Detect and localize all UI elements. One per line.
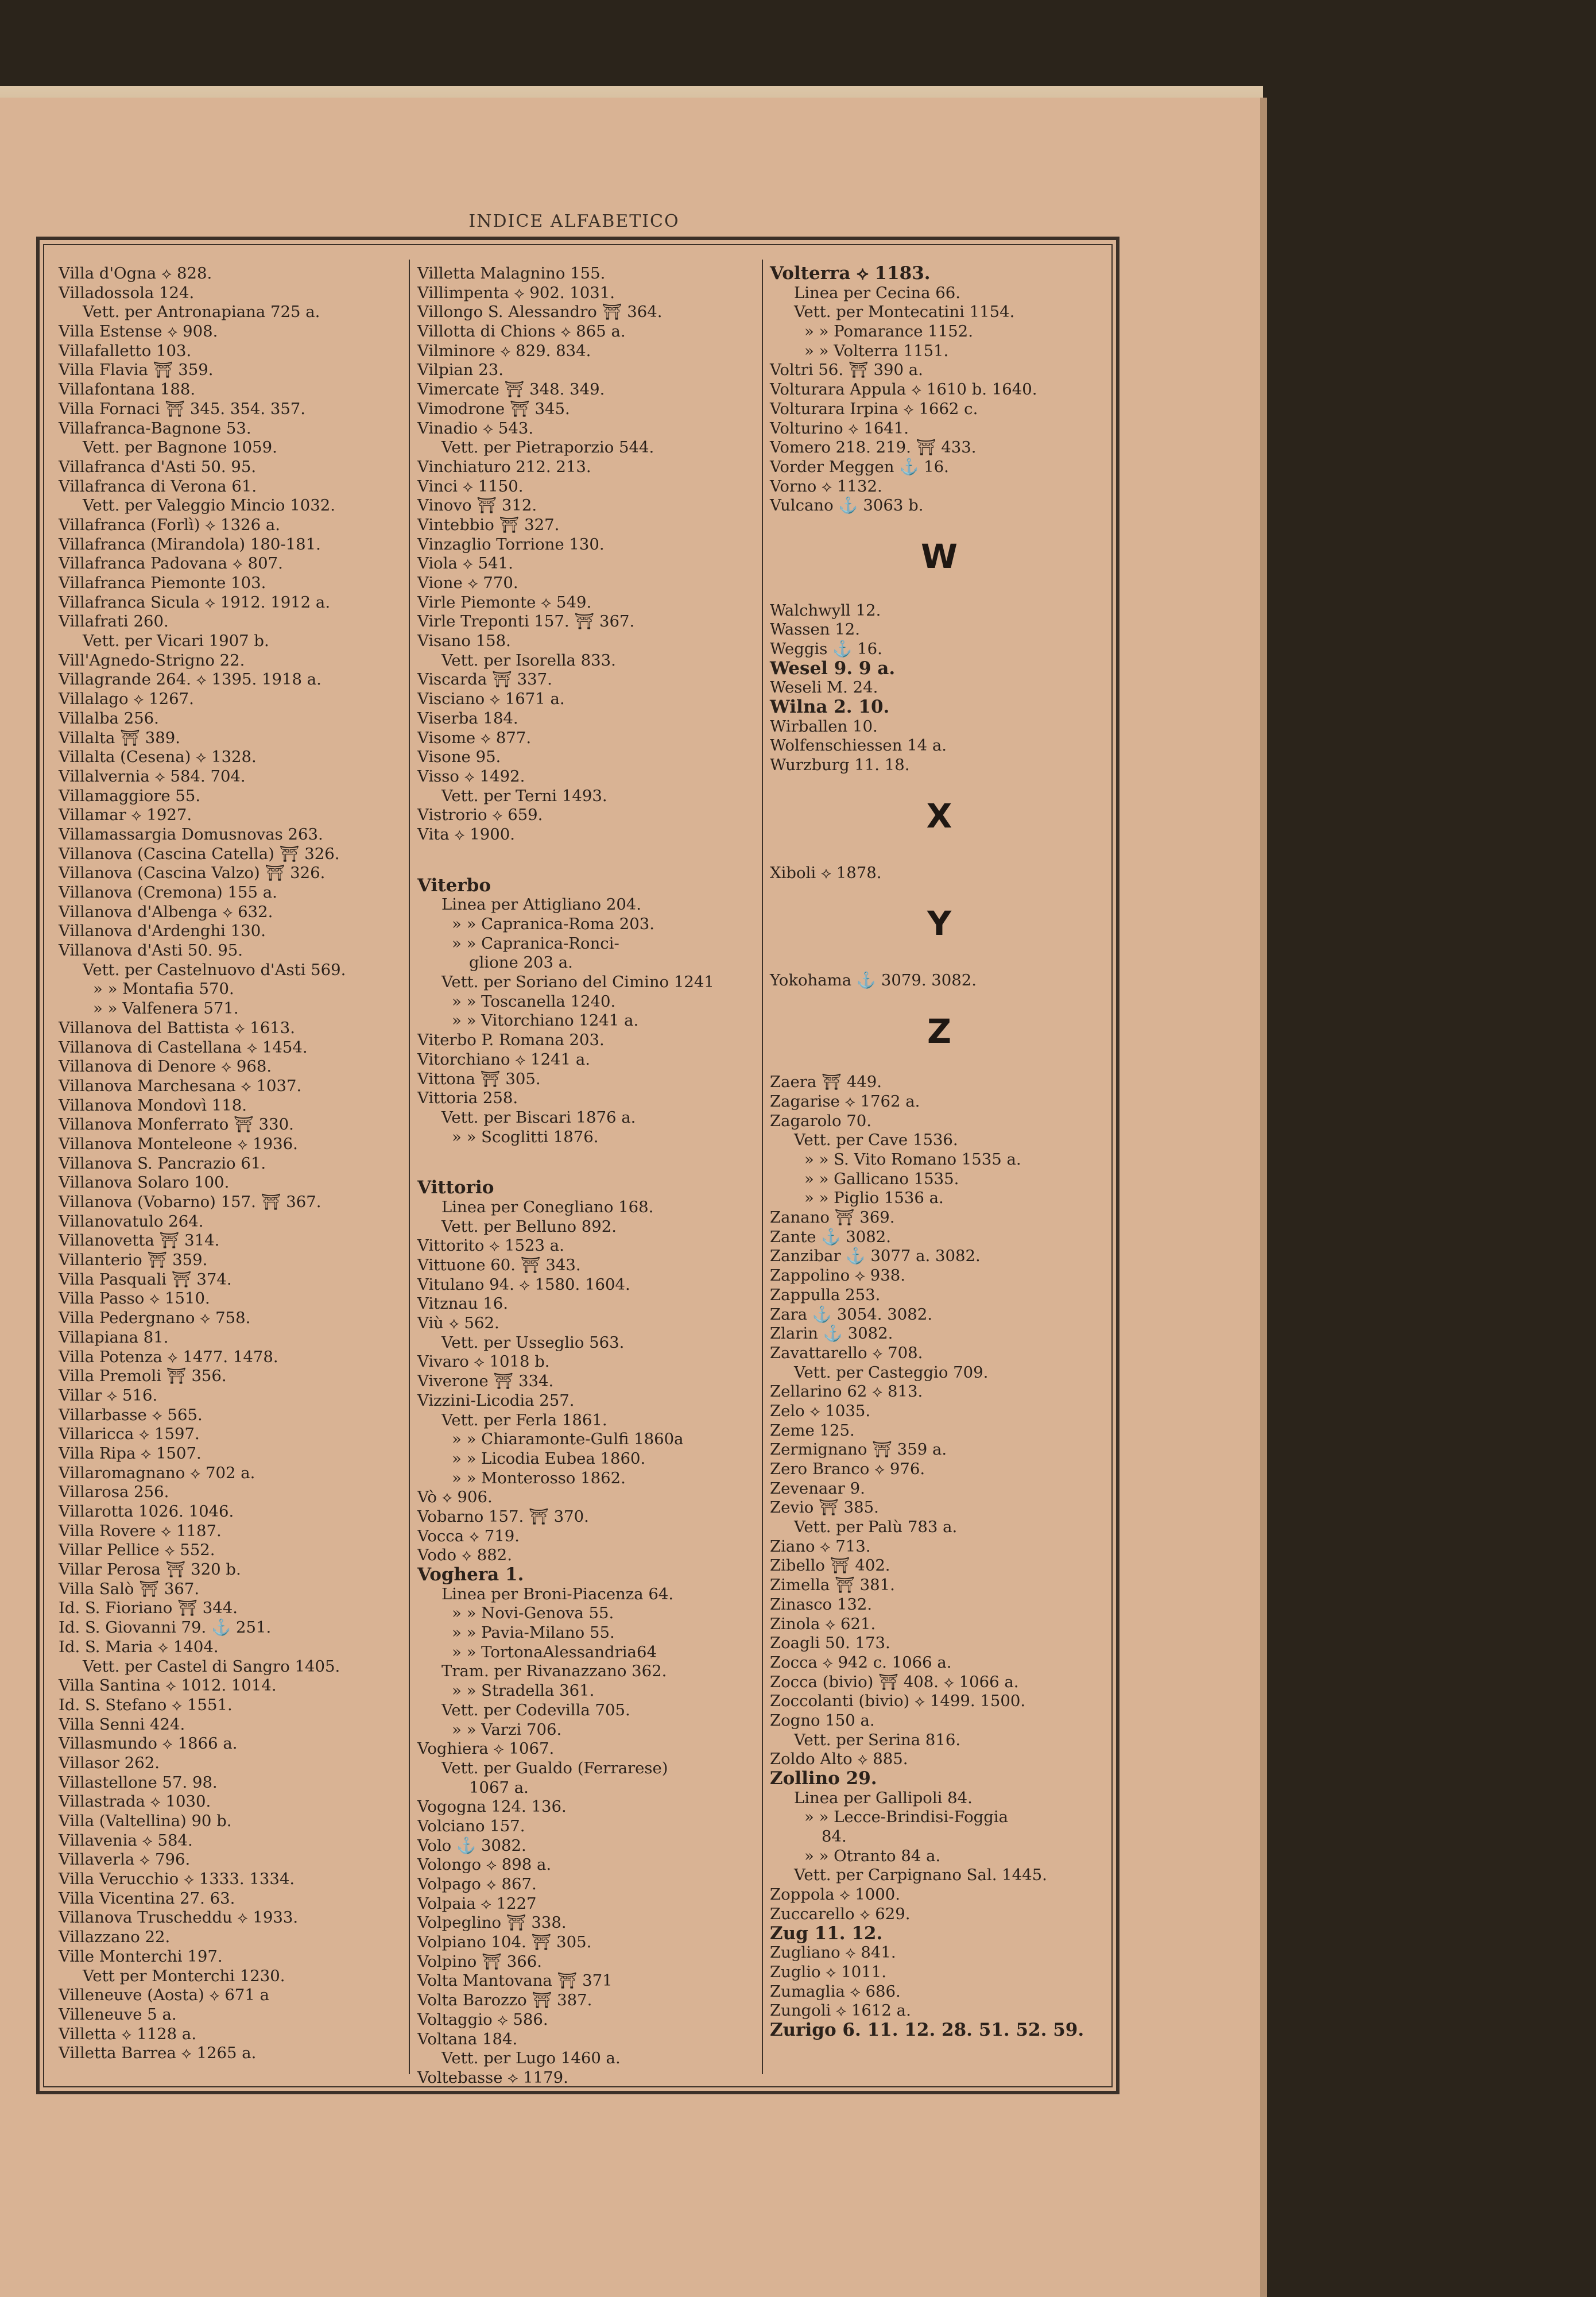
index-entry: Villimpenta ⟡ 902. 1031. [417,283,615,302]
index-entry: Volciano 157. [417,1816,525,1835]
index-entry: Villotta di Chions ⟡ 865 a. [417,322,626,341]
index-entry: Zeme 125. [770,1421,855,1440]
index-entry: Volongo ⟡ 898 a. [417,1855,552,1874]
index-column-1 [59,264,397,2063]
index-entry: Vett. per Carpignano Sal. 1445. [794,1866,1047,1885]
index-entry: » » Volterra 1151. [804,341,949,360]
index-entry: Virle Treponti 157. ⛩ 367. [417,612,635,631]
index-entry: Zavattarello ⟡ 708. [770,1343,923,1362]
index-entry: Volpeglino ⛩ 338. [417,1913,567,1932]
index-entry: Villasor 262. [59,1753,160,1772]
index-entry: Visome ⟡ 877. [417,728,532,747]
index-entry: Id. S. Maria ⟡ 1404. [59,1637,219,1656]
index-entry: Vivaro ⟡ 1018 b. [417,1352,550,1371]
index-entry: Vizzini-Licodia 257. [417,1391,575,1410]
index-entry: Villapiana 81. [59,1328,169,1347]
index-entry: Visciano ⟡ 1671 a. [417,690,565,709]
index-entry: Zugliano ⟡ 841. [770,1943,896,1962]
index-entry: Vett. per Palù 783 a. [794,1518,958,1537]
index-entry: Ziano ⟡ 713. [770,1537,871,1556]
index-entry: Villanova d'Albenga ⟡ 632. [59,902,273,921]
index-entry: Villalba 256. [59,709,159,728]
index-entry: Villanova (Cremona) 155 a. [59,883,277,902]
index-entry: Villamaggiore 55. [59,786,201,805]
index-entry: Villa Pedergnano ⟡ 758. [59,1309,251,1328]
index-entry: Villa Rovere ⟡ 1187. [59,1521,222,1540]
index-entry: Vilminore ⟡ 829. 834. [417,341,591,360]
index-entry: Vett per Monterchi 1230. [83,1966,285,1985]
index-entry: Volpaia ⟡ 1227 [417,1894,537,1913]
index-entry: » » Gallicano 1535. [804,1169,959,1188]
index-entry: » » Montafia 570. [93,980,234,999]
index-entry: Villafalletto 103. [59,341,192,360]
index-entry: Villa Salò ⛩ 367. [59,1579,200,1598]
index-entry: Vitorchiano ⟡ 1241 a. [417,1050,591,1069]
index-entry: Voltaggio ⟡ 586. [417,2010,548,2029]
index-entry: Zoccolanti (bivio) ⟡ 1499. 1500. [770,1692,1026,1711]
index-entry: Zoldo Alto ⟡ 885. [770,1750,908,1769]
page-header: INDICE ALFABETICO [468,211,680,231]
index-entry: Villaverla ⟡ 796. [59,1850,191,1869]
index-entry: Villalvernia ⟡ 584. 704. [59,767,246,786]
index-entry: Wolfenschiessen 14 a. [770,736,947,755]
index-entry: Villa Fornaci ⛩ 345. 354. 357. [59,399,306,418]
index-entry: Vett. per Terni 1493. [441,786,607,805]
index-entry: Villetta Barrea ⟡ 1265 a. [59,2044,257,2063]
index-entry: Id. S. Stefano ⟡ 1551. [59,1695,233,1714]
index-entry: Viscarda ⛩ 337. [417,670,552,689]
index-entry: Zappolino ⟡ 938. [770,1266,906,1285]
index-entry: Vione ⟡ 770. [417,574,518,592]
index-entry: Villanova Truscheddu ⟡ 1933. [59,1908,299,1927]
index-entry: Viola ⟡ 541. [417,554,513,573]
index-entry: Villanovetta ⛩ 314. [59,1231,220,1250]
index-entry: Zinola ⟡ 621. [770,1614,876,1633]
index-entry: » » Capranica-Ronci- [452,934,619,953]
index-entry: » » Stradella 361. [452,1681,595,1700]
index-entry: Volpiano 104. ⛩ 305. [417,1933,592,1952]
index-entry: Villa (Valtellina) 90 b. [59,1812,232,1830]
index-entry: Villalta ⛩ 389. [59,728,181,747]
index-entry: » » Otranto 84 a. [804,1846,941,1865]
section-letter: Y [927,904,951,943]
index-entry: Zara ⚓ 3054. 3082. [770,1305,932,1324]
index-entry: Villaromagnano ⟡ 702 a. [59,1463,255,1482]
index-entry: Zibello ⛩ 402. [770,1556,890,1575]
index-entry: Vogogna 124. 136. [417,1797,567,1816]
index-entry: Villarosa 256. [59,1483,169,1502]
index-entry: Ville Monterchi 197. [59,1947,223,1966]
index-entry: Vilpian 23. [417,361,503,380]
index-entry: Vulcano ⚓ 3063 b. [770,496,924,515]
index-entry: » » Chiaramonte-Gulfi 1860a [452,1430,684,1449]
spacer [417,845,756,876]
index-entry: Viù ⟡ 562. [417,1314,499,1333]
index-entry: Vittuone 60. ⛩ 343. [417,1256,581,1274]
index-entry: » » TortonaAlessandria64 [452,1642,657,1661]
index-entry: Viverone ⛩ 334. [417,1372,554,1391]
index-entry: Villongo S. Alessandro ⛩ 364. [417,303,663,322]
index-entry: Visone 95. [417,748,501,767]
index-entry: Vett. per Casteggio 709. [794,1363,989,1382]
index-entry: Vett. per Castelnuovo d'Asti 569. [83,960,346,979]
index-entry: Villaricca ⟡ 1597. [59,1425,200,1444]
index-entry: Villar Pellice ⟡ 552. [59,1541,215,1560]
index-entry: Vinzaglio Torrione 130. [417,535,605,554]
index-entry: Villa Passo ⟡ 1510. [59,1289,210,1308]
index-entry: glione 203 a. [469,953,573,972]
index-entry: Wesel 9. 9 a. [770,658,896,679]
index-entry: Villa Verucchio ⟡ 1333. 1334. [59,1870,295,1889]
index-entry: Villar ⟡ 516. [59,1386,158,1405]
index-entry: Voltana 184. [417,2029,518,2048]
index-entry: Villanterio ⛩ 359. [59,1251,208,1270]
index-entry: Villa Vicentina 27. 63. [59,1889,235,1908]
index-entry: Zuglio ⟡ 1011. [770,1962,886,1981]
index-entry: Vocca ⟡ 719. [417,1526,520,1545]
index-entry: Tram. per Rivanazzano 362. [441,1662,667,1681]
index-entry: Vett. per Usseglio 563. [441,1333,625,1352]
index-entry: Villanova Marchesana ⟡ 1037. [59,1076,302,1095]
index-entry: Walchwyll 12. [770,601,881,620]
index-entry: Vistrorio ⟡ 659. [417,806,543,825]
index-entry: » » Valfenera 571. [93,999,239,1018]
index-entry: Visso ⟡ 1492. [417,767,525,786]
index-entry: » » Varzi 706. [452,1720,562,1739]
index-entry: Vorder Meggen ⚓ 16. [770,457,949,476]
index-entry: Zevenaar 9. [770,1479,865,1498]
section-letter: X [926,796,952,836]
index-entry: Villamar ⟡ 1927. [59,806,192,825]
index-entry: » » Pavia-Milano 55. [452,1623,615,1642]
index-entry: Zocca (bivio) ⛩ 408. ⟡ 1066 a. [770,1672,1019,1691]
section-letter: W [921,536,958,576]
index-entry: Wurzburg 11. 18. [770,756,910,775]
index-entry: Villanova S. Pancrazio 61. [59,1154,266,1173]
index-entry: » » Monterosso 1862. [452,1468,626,1487]
index-entry: Villanova d'Asti 50. 95. [59,941,243,960]
index-entry: Villanova (Cascina Catella) ⛩ 326. [59,844,340,863]
index-entry: » » Scoglitti 1876. [452,1127,599,1146]
index-entry: Vett. per Isorella 833. [441,651,616,670]
index-entry: Vimodrone ⛩ 345. [417,399,570,418]
index-entry: Villa Ripa ⟡ 1507. [59,1444,202,1463]
index-entry: Villazzano 22. [59,1928,171,1947]
index-entry: Vett. per Vicari 1907 b. [83,632,269,651]
index-entry: Linea per Gallipoli 84. [794,1788,973,1807]
index-entry: Zevio ⛩ 385. [770,1498,879,1517]
index-entry: Vobarno 157. ⛩ 370. [417,1507,589,1526]
index-entry: Vett. per Codevilla 705. [441,1700,630,1719]
index-entry: Zlarin ⚓ 3082. [770,1324,893,1343]
index-entry: Vita ⟡ 1900. [417,825,516,844]
index-entry: Wilna 2. 10. [770,697,890,718]
index-entry: Villavenia ⟡ 584. [59,1831,193,1850]
index-entry: Vett. per Pietraporzio 544. [441,438,654,457]
index-entry: Villasmundo ⟡ 1866 a. [59,1734,238,1753]
index-entry: » » Novi-Genova 55. [452,1604,614,1623]
index-entry: Villa Senni 424. [59,1715,185,1734]
index-entry: Voltri 56. ⛩ 390 a. [770,361,923,380]
index-entry: Villanova di Denore ⟡ 968. [59,1057,272,1076]
index-entry: 1067 a. [469,1778,529,1797]
index-entry: Villetta ⟡ 1128 a. [59,2024,197,2043]
index-entry: Volta Barozzo ⛩ 387. [417,1991,592,2010]
index-entry: Villanovatulo 264. [59,1212,204,1231]
index-entry: Villalago ⟡ 1267. [59,690,194,709]
index-entry: Volturara Irpina ⟡ 1662 c. [770,399,978,418]
index-entry: Villafranca di Verona 61. [59,477,257,496]
index-entry: Zagarolo 70. [770,1111,872,1130]
index-entry: Villa d'Ogna ⟡ 828. [59,264,212,283]
index-entry: Villastrada ⟡ 1030. [59,1792,211,1811]
index-entry: Volturino ⟡ 1641. [770,419,909,438]
index-entry: Villa Santina ⟡ 1012. 1014. [59,1676,277,1695]
index-entry: Zogno 150 a. [770,1711,875,1730]
index-entry: Vett. per Soriano del Cimino 1241 [441,973,714,992]
index-entry: Vett. per Montecatini 1154. [794,303,1015,322]
index-entry: Zurigo 6. 11. 12. 28. 51. 52. 59. [770,2019,1084,2040]
index-entry: Vittorio [417,1177,494,1198]
index-entry: Vett. per Belluno 892. [441,1217,617,1236]
index-entry: Vinovo ⛩ 312. [417,496,537,515]
index-entry: Volta Mantovana ⛩ 371 [417,1971,613,1990]
index-entry: Villagrande 264. ⟡ 1395. 1918 a. [59,670,321,689]
index-entry: Volo ⚓ 3082. [417,1836,526,1855]
index-entry: Villafranca Piemonte 103. [59,574,266,592]
index-entry: Villafranca-Bagnone 53. [59,419,251,438]
index-entry: Zellarino 62 ⟡ 813. [770,1382,923,1401]
index-entry: Villalta (Cesena) ⟡ 1328. [59,748,257,767]
index-entry: Villanova Monteleone ⟡ 1936. [59,1134,298,1153]
index-entry: Viterbo [417,875,491,896]
index-entry: Viterbo P. Romana 203. [417,1031,605,1050]
index-entry: Zinasco 132. [770,1595,873,1614]
index-entry: Vintebbio ⛩ 327. [417,515,560,534]
index-entry: Villanova del Battista ⟡ 1613. [59,1018,295,1037]
index-entry: Villar Perosa ⛩ 320 b. [59,1560,241,1579]
index-entry: Villafranca Sicula ⟡ 1912. 1912 a. [59,593,331,612]
index-entry: Zagarise ⟡ 1762 a. [770,1092,920,1111]
index-entry: Villamassargia Domusnovas 263. [59,825,323,844]
index-entry: Villa Estense ⟡ 908. [59,322,218,341]
index-entry: » » Pomarance 1152. [804,322,973,341]
column-divider [762,260,763,2074]
index-entry: Villeneuve (Aosta) ⟡ 671 a [59,1986,270,2005]
index-entry: Zero Branco ⟡ 976. [770,1460,925,1478]
index-entry: Villanova Solaro 100. [59,1173,230,1192]
index-entry: Volturara Appula ⟡ 1610 b. 1640. [770,380,1037,399]
index-entry: Vinci ⟡ 1150. [417,477,524,496]
index-entry: Vittona ⛩ 305. [417,1069,541,1088]
index-entry: Vett. per Bagnone 1059. [83,438,277,457]
index-entry: Villetta Malagnino 155. [417,264,606,283]
index-entry: Linea per Cecina 66. [794,283,961,302]
index-entry: Vett. per Gualdo (Ferrarese) [441,1758,668,1777]
index-entry: Xiboli ⟡ 1878. [770,863,882,882]
index-entry: Vorno ⟡ 1132. [770,477,882,496]
index-entry: Vett. per Lugo 1460 a. [441,2049,621,2068]
index-entry: Zanzibar ⚓ 3077 a. 3082. [770,1247,981,1266]
index-entry: 84. [822,1827,847,1846]
section-letter: Z [927,1011,952,1051]
index-entry: Villafranca d'Asti 50. 95. [59,457,257,476]
index-entry: Weseli M. 24. [770,678,878,697]
index-entry: Villa Flavia ⛩ 359. [59,361,214,380]
index-entry: Zocca ⟡ 942 c. 1066 a. [770,1653,952,1672]
index-entry: Vett. per Serina 816. [794,1730,961,1749]
index-column-3 [770,264,1109,2040]
index-entry: Villeneuve 5 a. [59,2005,177,2024]
index-entry: Vò ⟡ 906. [417,1488,493,1507]
index-entry: Zermignano ⛩ 359 a. [770,1440,947,1459]
index-entry: Volpino ⛩ 366. [417,1952,542,1971]
index-entry: Vinchiaturo 212. 213. [417,457,591,476]
index-entry: Vett. per Antronapiana 725 a. [83,303,320,322]
index-entry: Zappulla 253. [770,1285,881,1304]
index-entry: Voltebasse ⟡ 1179. [417,2068,568,2087]
index-entry: » » S. Vito Romano 1535 a. [804,1150,1021,1169]
index-entry: » » Vitorchiano 1241 a. [452,1011,639,1030]
index-entry: Vill'Agnedo-Strigno 22. [59,651,245,670]
index-entry: » » Licodia Eubea 1860. [452,1449,646,1468]
index-entry: Villanova d'Ardenghi 130. [59,922,266,941]
index-entry: Villarbasse ⟡ 565. [59,1405,203,1424]
index-entry: Villa Premoli ⛩ 356. [59,1367,227,1386]
index-entry: Vett. per Castel di Sangro 1405. [83,1657,340,1676]
index-entry: Volterra ⟡ 1183. [770,263,931,284]
index-entry: Vitznau 16. [417,1294,509,1313]
index-entry: Virle Piemonte ⟡ 549. [417,593,592,612]
index-entry: Zante ⚓ 3082. [770,1227,891,1246]
index-entry: Villa Potenza ⟡ 1477. 1478. [59,1347,278,1366]
index-entry: Villafrati 260. [59,612,169,631]
index-entry: Villafontana 188. [59,380,196,399]
index-entry: Villanova Mondovì 118. [59,1096,247,1115]
index-entry: Zumaglia ⟡ 686. [770,1982,901,2001]
index-column-2 [417,264,756,2088]
index-entry: Zollino 29. [770,1768,877,1789]
index-entry: Wassen 12. [770,620,860,639]
column-divider [409,260,410,2074]
index-entry: Zelo ⟡ 1035. [770,1401,871,1420]
index-entry: Linea per Attigliano 204. [441,895,642,914]
index-entry: Vett. per Cave 1536. [794,1131,958,1150]
index-entry: Linea per Broni-Piacenza 64. [441,1584,674,1603]
index-entry: Id. S. Fioriano ⛩ 344. [59,1599,238,1618]
index-entry: Vett. per Ferla 1861. [441,1410,607,1429]
index-entry: Vitulano 94. ⟡ 1580. 1604. [417,1275,630,1294]
index-entry: Vomero 218. 219. ⛩ 433. [770,438,977,457]
index-entry: Villadossola 124. [59,283,195,302]
index-entry: Linea per Conegliano 168. [441,1197,654,1216]
index-entry: Zanano ⛩ 369. [770,1208,895,1227]
spacer [417,1147,756,1178]
index-entry: Viserba 184. [417,709,518,728]
index-entry: Zoagli 50. 173. [770,1634,890,1653]
index-entry: Vittoria 258. [417,1089,518,1108]
index-entry: Zimella ⛩ 381. [770,1576,895,1595]
index-entry: Zug 11. 12. [770,1923,883,1944]
index-entry: Vimercate ⛩ 348. 349. [417,380,605,399]
index-entry: Villastellone 57. 98. [59,1773,218,1792]
index-entry: » » Piglio 1536 a. [804,1189,944,1208]
index-entry: Vett. per Biscari 1876 a. [441,1108,636,1127]
index-entry: Villafranca (Mirandola) 180-181. [59,535,321,554]
index-entry: Zaera ⛩ 449. [770,1073,882,1092]
index-entry: Volpago ⟡ 867. [417,1875,537,1893]
index-entry: Zoppola ⟡ 1000. [770,1885,901,1904]
index-entry: Yokohama ⚓ 3079. 3082. [770,970,977,989]
index-entry: Villafranca Padovana ⟡ 807. [59,554,283,573]
index-entry: Wirballen 10. [770,717,878,736]
index-entry: » » Lecce-Brindisi-Foggia [804,1808,1009,1827]
index-entry: Villanova Monferrato ⛩ 330. [59,1115,294,1134]
index-entry: Vittorito ⟡ 1523 a. [417,1236,564,1255]
index-entry: Zuccarello ⟡ 629. [770,1904,911,1923]
index-entry: Villafranca (Forlì) ⟡ 1326 a. [59,515,280,534]
index-entry: Vett. per Valeggio Mincio 1032. [83,496,335,515]
index-entry: Villarotta 1026. 1046. [59,1502,234,1521]
page-edge [1260,98,1267,2297]
index-entry: Vinadio ⟡ 543. [417,419,534,438]
index-entry: Villanova di Castellana ⟡ 1454. [59,1038,308,1057]
index-entry: Visano 158. [417,632,511,651]
index-entry: Villanova (Vobarno) 157. ⛩ 367. [59,1193,321,1211]
index-entry: Voghera 1. [417,1564,524,1585]
index-entry: Voghiera ⟡ 1067. [417,1739,555,1758]
index-entry: Villanova (Cascina Valzo) ⛩ 326. [59,864,326,883]
index-entry: Zungoli ⟡ 1612 a. [770,2001,911,2020]
index-entry: Weggis ⚓ 16. [770,640,882,658]
index-entry: Villa Pasquali ⛩ 374. [59,1270,232,1289]
index-entry: » » Toscanella 1240. [452,992,616,1011]
index-entry: » » Capranica-Roma 203. [452,915,655,933]
index-entry: Vodo ⟡ 882. [417,1546,512,1565]
index-entry: Id. S. Giovanni 79. ⚓ 251. [59,1618,272,1637]
